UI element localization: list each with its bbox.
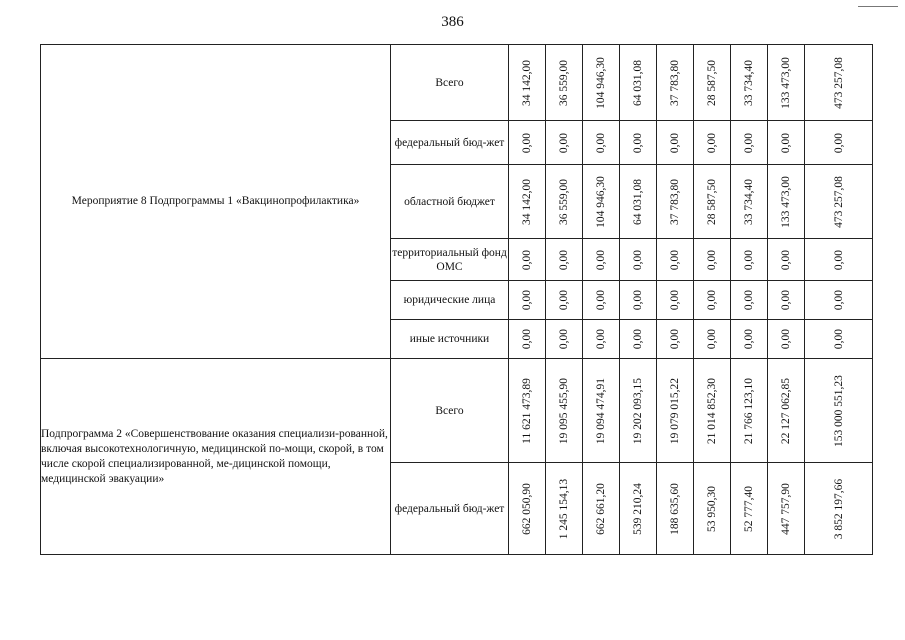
value-text: 662 050,90: [521, 482, 533, 535]
value-cell: [694, 239, 731, 281]
table-row: [41, 45, 873, 121]
value-text: 0,00: [521, 289, 533, 311]
value-text: 133 473,00: [780, 56, 792, 109]
value-text: 0,00: [632, 132, 644, 153]
value-cell: [805, 359, 873, 463]
value-cell: [583, 239, 620, 281]
value-text: 19 094 474,91: [595, 377, 607, 444]
value-text: 0,00: [780, 249, 792, 270]
table-row: [41, 359, 873, 463]
value-cell: [583, 121, 620, 165]
value-cell: [509, 239, 546, 281]
source-cell: юридические лица: [391, 281, 509, 320]
value-cell: [620, 320, 657, 359]
program-title: Мероприятие 8 Подпрограммы 1 «Вакцинопрофилактика»: [71, 195, 360, 207]
value-text: 0,00: [743, 328, 755, 350]
value-cell: [509, 463, 546, 555]
value-cell: [583, 359, 620, 463]
source-cell: областной бюджет: [391, 165, 509, 239]
value-text: 0,00: [706, 289, 718, 311]
value-text: 0,00: [706, 132, 718, 153]
program-title-cell: [41, 359, 391, 555]
value-text: 36 559,00: [558, 178, 570, 225]
value-cell: [583, 165, 620, 239]
value-text: 0,00: [558, 249, 570, 270]
value-text: 28 587,50: [706, 59, 718, 106]
value-text: 0,00: [632, 249, 644, 270]
value-text: 539 210,24: [632, 482, 644, 535]
value-cell: [731, 281, 768, 320]
value-text: 3 852 197,66: [832, 478, 845, 539]
value-text: 104 946,30: [595, 175, 607, 228]
value-cell: [731, 45, 768, 121]
value-cell: [620, 45, 657, 121]
program-title-cell: [41, 45, 391, 359]
value-text: 0,00: [632, 328, 644, 350]
value-cell: [805, 121, 873, 165]
value-cell: [694, 121, 731, 165]
source-cell: Всего: [391, 45, 509, 121]
value-text: 0,00: [832, 289, 845, 311]
value-cell: [546, 359, 583, 463]
value-text: 0,00: [780, 132, 792, 153]
source-cell: территориальный фонд ОМС: [391, 239, 509, 281]
value-text: 19 202 093,15: [632, 377, 644, 444]
value-cell: [583, 45, 620, 121]
value-text: 21 766 123,10: [743, 377, 755, 444]
value-cell: [731, 359, 768, 463]
value-cell: [694, 45, 731, 121]
value-cell: [657, 45, 694, 121]
value-text: 0,00: [595, 289, 607, 311]
value-cell: [694, 463, 731, 555]
value-cell: [805, 45, 873, 121]
value-cell: [546, 320, 583, 359]
value-text: 64 031,08: [632, 178, 644, 225]
value-cell: [620, 121, 657, 165]
value-text: 0,00: [743, 132, 755, 153]
value-text: 473 257,08: [832, 175, 845, 228]
value-cell: [546, 165, 583, 239]
source-cell: федеральный бюд-жет: [391, 121, 509, 165]
value-cell: [768, 121, 805, 165]
source-cell: Всего: [391, 359, 509, 463]
value-text: 0,00: [669, 289, 681, 311]
value-cell: [657, 239, 694, 281]
value-cell: [805, 165, 873, 239]
value-cell: [657, 359, 694, 463]
value-text: 0,00: [521, 132, 533, 153]
value-cell: [768, 281, 805, 320]
value-cell: [546, 121, 583, 165]
value-text: 0,00: [558, 328, 570, 350]
value-text: 0,00: [595, 249, 607, 270]
value-text: 34 142,00: [521, 59, 533, 106]
value-text: 11 621 473,89: [521, 377, 533, 444]
value-text: 0,00: [780, 289, 792, 311]
value-text: 662 661,20: [595, 482, 607, 535]
value-text: 53 950,30: [706, 485, 718, 532]
value-cell: [805, 239, 873, 281]
value-text: 0,00: [595, 132, 607, 153]
value-text: 19 079 015,22: [669, 377, 681, 444]
value-text: 33 734,40: [743, 178, 755, 225]
value-cell: [731, 463, 768, 555]
value-text: 0,00: [669, 249, 681, 270]
page-number: 386: [441, 14, 464, 30]
value-text: 37 783,80: [669, 59, 681, 106]
value-text: 1 245 154,13: [558, 478, 570, 539]
value-cell: [509, 359, 546, 463]
value-cell: [768, 463, 805, 555]
value-cell: [509, 165, 546, 239]
value-text: 0,00: [832, 132, 845, 153]
value-text: 447 757,90: [780, 482, 792, 535]
value-cell: [657, 165, 694, 239]
value-text: 0,00: [669, 132, 681, 153]
value-cell: [546, 239, 583, 281]
value-cell: [694, 359, 731, 463]
value-cell: [768, 45, 805, 121]
program-title: Подпрограмма 2 «Совершенствование оказания специализи-рованной, включая высокотехнологичную, медицинской по-мощи, скорой, в том числе скорой специализированной, ме-дицинской помощи, медицинской эвакуации»: [41, 427, 388, 485]
value-cell: [509, 281, 546, 320]
value-text: 28 587,50: [706, 178, 718, 225]
value-cell: [805, 463, 873, 555]
value-text: 0,00: [558, 132, 570, 153]
value-cell: [768, 359, 805, 463]
value-cell: [620, 165, 657, 239]
value-cell: [657, 121, 694, 165]
corner-rule: [858, 6, 898, 7]
value-cell: [731, 165, 768, 239]
value-text: 104 946,30: [595, 56, 607, 109]
value-text: 0,00: [743, 249, 755, 270]
value-cell: [768, 239, 805, 281]
value-text: 33 734,40: [743, 59, 755, 106]
value-text: 0,00: [632, 289, 644, 311]
source-cell: федеральный бюд-жет: [391, 463, 509, 555]
value-text: 0,00: [832, 328, 845, 350]
value-cell: [583, 463, 620, 555]
value-text: 0,00: [706, 328, 718, 350]
value-cell: [620, 359, 657, 463]
value-cell: [509, 121, 546, 165]
value-text: 153 000 551,23: [832, 374, 845, 447]
value-text: 34 142,00: [521, 178, 533, 225]
value-cell: [509, 320, 546, 359]
value-cell: [620, 463, 657, 555]
value-cell: [583, 320, 620, 359]
value-cell: [546, 45, 583, 121]
value-cell: [694, 281, 731, 320]
value-text: 22 127 062,85: [780, 377, 792, 444]
value-text: 37 783,80: [669, 178, 681, 225]
value-cell: [509, 45, 546, 121]
value-text: 0,00: [669, 328, 681, 350]
value-text: 36 559,00: [558, 59, 570, 106]
value-cell: [731, 239, 768, 281]
value-cell: [694, 165, 731, 239]
value-cell: [768, 320, 805, 359]
value-text: 52 777,40: [743, 485, 755, 532]
source-cell: иные источники: [391, 320, 509, 359]
value-cell: [546, 281, 583, 320]
value-text: 0,00: [743, 289, 755, 311]
value-text: 188 635,60: [669, 482, 681, 535]
value-cell: [694, 320, 731, 359]
value-cell: [583, 281, 620, 320]
value-text: 21 014 852,30: [706, 377, 718, 444]
value-cell: [731, 121, 768, 165]
value-text: 0,00: [595, 328, 607, 350]
value-cell: [620, 239, 657, 281]
funding-table: [40, 44, 873, 555]
value-text: 19 095 455,90: [558, 377, 570, 444]
value-text: 64 031,08: [632, 59, 644, 106]
value-text: 133 473,00: [780, 175, 792, 228]
value-text: 0,00: [780, 328, 792, 350]
value-text: 0,00: [706, 249, 718, 270]
value-text: 0,00: [521, 328, 533, 350]
value-cell: [657, 463, 694, 555]
value-text: 0,00: [521, 249, 533, 270]
value-text: 473 257,08: [832, 56, 845, 109]
value-cell: [657, 281, 694, 320]
value-cell: [657, 320, 694, 359]
value-cell: [546, 463, 583, 555]
value-cell: [805, 320, 873, 359]
value-cell: [805, 281, 873, 320]
value-text: 0,00: [832, 249, 845, 270]
value-cell: [768, 165, 805, 239]
value-cell: [731, 320, 768, 359]
value-text: 0,00: [558, 289, 570, 311]
value-cell: [620, 281, 657, 320]
